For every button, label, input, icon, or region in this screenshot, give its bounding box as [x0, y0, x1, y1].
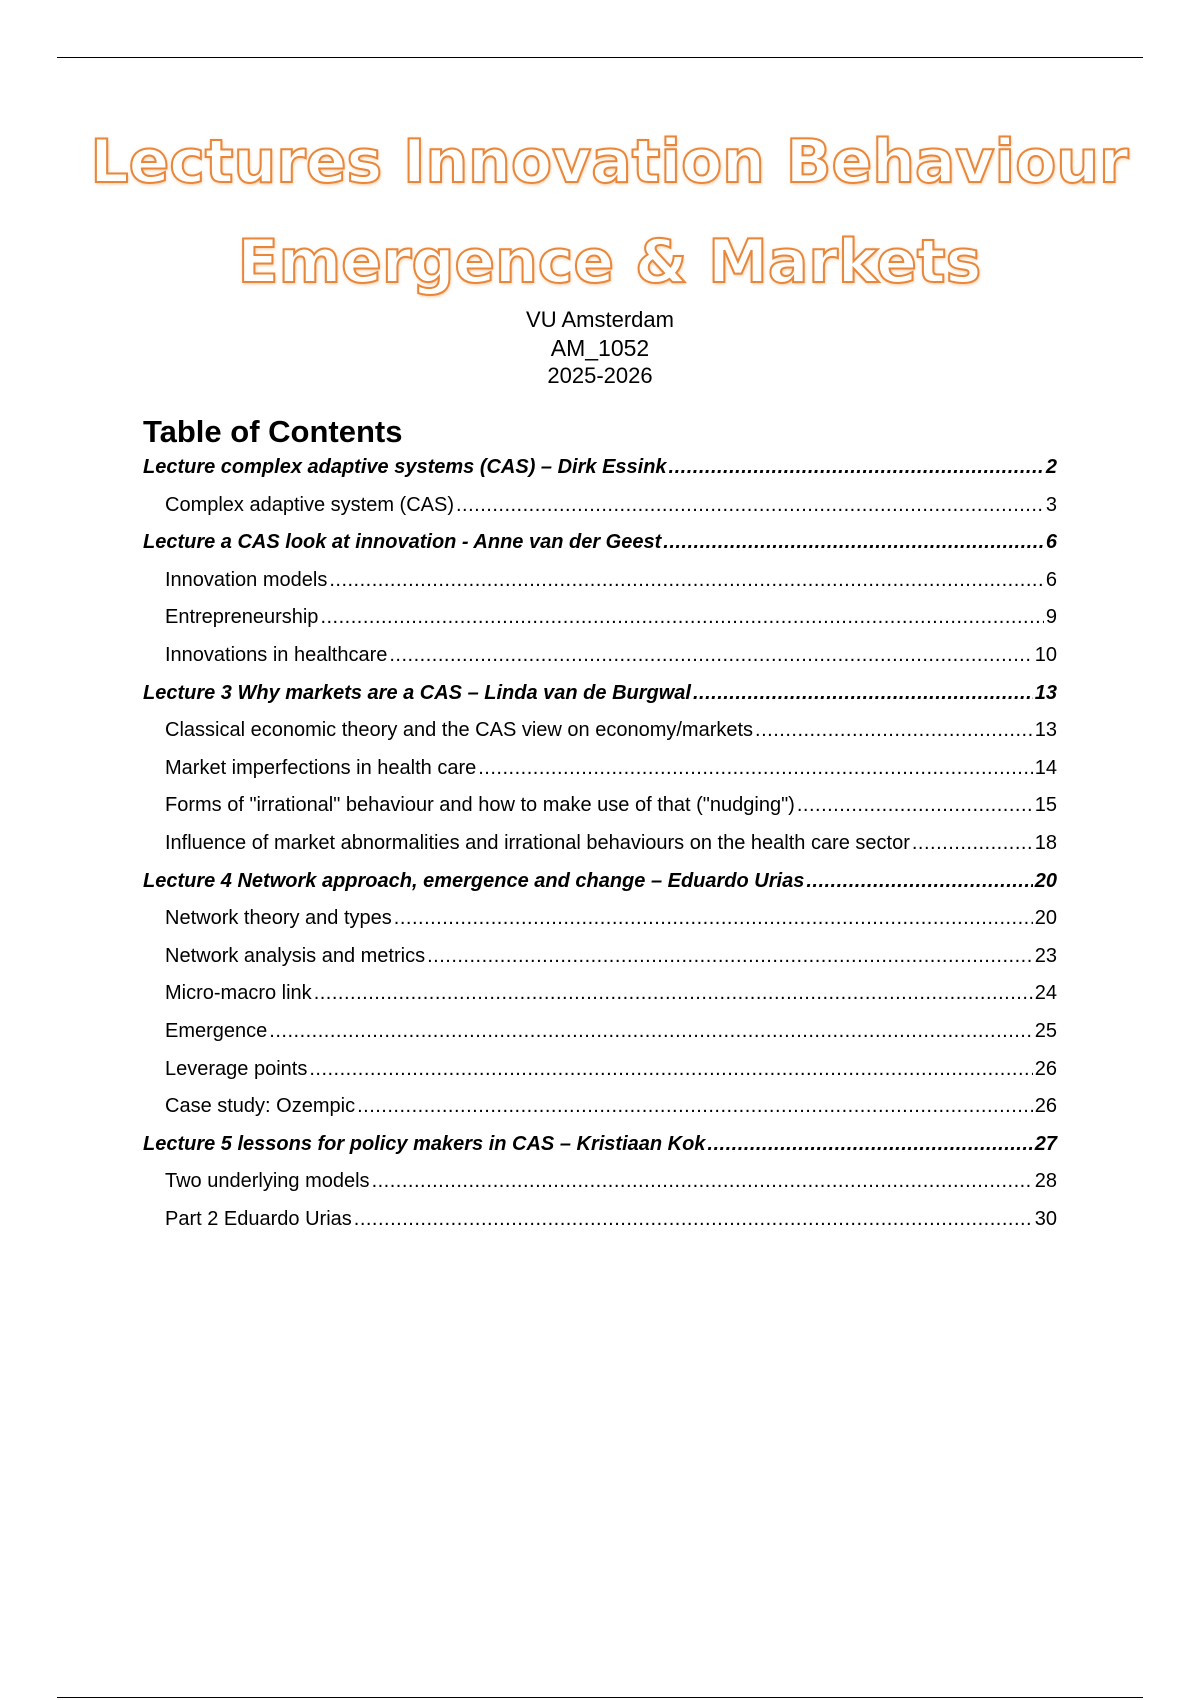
toc-entry-page-number[interactable]: 26	[1034, 1057, 1057, 1080]
toc-dot-leader	[320, 606, 1043, 629]
document-title	[0, 112, 1200, 312]
toc-entry-page-number[interactable]: 6	[1045, 568, 1057, 591]
toc-entry-label[interactable]: Lecture complex adaptive systems (CAS) – Dirk Essink	[143, 456, 667, 478]
toc-dot-leader	[755, 719, 1033, 742]
toc-entry-page-number[interactable]: 9	[1045, 606, 1057, 629]
toc-dot-leader	[314, 982, 1033, 1005]
toc-entry-label[interactable]: Forms of "irrational" behaviour and how to make use of that ("nudging")	[165, 794, 795, 817]
toc-entry-lecture[interactable]	[143, 456, 1057, 494]
toc-dot-leader	[394, 907, 1033, 930]
toc-entry-section[interactable]	[143, 569, 1057, 607]
toc-dot-leader	[357, 1095, 1033, 1118]
toc-entry-page-number[interactable]: 28	[1034, 1170, 1057, 1193]
toc-entry-label[interactable]: Part 2 Eduardo Urias	[165, 1207, 352, 1230]
title-line-1: Lectures Innovation Behaviour	[90, 127, 1129, 197]
toc-dot-leader	[269, 1020, 1032, 1043]
toc-entry-label[interactable]: Lecture 4 Network approach, emergence and change – Eduardo Urias	[143, 869, 805, 892]
toc-entry-page-number[interactable]: 24	[1034, 982, 1057, 1005]
toc-dot-leader	[912, 832, 1033, 855]
toc-entry-page-number[interactable]: 2	[1045, 456, 1057, 478]
toc-entry-page-number[interactable]: 13	[1034, 719, 1057, 742]
toc-heading: Table of Contents	[143, 414, 403, 449]
toc-entry-page-number[interactable]: 18	[1034, 831, 1057, 854]
course-code: AM_1052	[550, 335, 650, 361]
toc-entry-section[interactable]	[143, 644, 1057, 682]
footer-rule	[57, 1697, 1143, 1698]
toc-entry-section[interactable]	[143, 945, 1057, 983]
toc-entry-page-number[interactable]: 15	[1034, 794, 1057, 817]
toc-entry-section[interactable]	[143, 494, 1057, 532]
title-line-2: Emergence & Markets	[237, 227, 982, 297]
toc-entry-label[interactable]: Influence of market abnormalities and irrational behaviours on the health care sector	[165, 831, 910, 854]
toc-entry-page-number[interactable]: 26	[1034, 1095, 1057, 1118]
toc-entry-label[interactable]: Lecture 3 Why markets are a CAS – Linda van de Burgwal	[143, 681, 691, 704]
toc-entry-section[interactable]	[143, 982, 1057, 1020]
toc-dot-leader	[354, 1208, 1033, 1231]
toc-entry-section[interactable]	[143, 1058, 1057, 1096]
toc-entry-section[interactable]	[143, 794, 1057, 832]
toc-entry-label[interactable]: Two underlying models	[165, 1170, 370, 1193]
toc-entry-label[interactable]: Micro-macro link	[165, 982, 312, 1005]
toc-entry-section[interactable]	[143, 606, 1057, 644]
toc-entry-label[interactable]: Emergence	[165, 1019, 268, 1042]
header-rule	[57, 57, 1143, 58]
toc-entry-label[interactable]: Case study: Ozempic	[165, 1095, 356, 1118]
toc-entry-lecture[interactable]	[143, 531, 1057, 569]
toc-dot-leader	[309, 1058, 1032, 1081]
toc-dot-leader	[427, 945, 1033, 968]
toc-entry-label[interactable]: Lecture a CAS look at innovation - Anne van der Geest	[143, 531, 662, 554]
toc-dot-leader	[329, 569, 1044, 592]
toc-entry-section[interactable]	[143, 1020, 1057, 1058]
toc-entry-label[interactable]: Innovations in healthcare	[165, 643, 388, 666]
toc-entry-page-number[interactable]: 20	[1034, 869, 1057, 892]
toc-dot-leader	[456, 494, 1044, 517]
toc-entry-lecture[interactable]	[143, 870, 1057, 908]
toc-entry-section[interactable]	[143, 757, 1057, 795]
toc-entry-section[interactable]	[143, 907, 1057, 945]
toc-entry-page-number[interactable]: 10	[1034, 643, 1057, 666]
toc-entry-label[interactable]: Classical economic theory and the CAS view on economy/markets	[165, 719, 754, 742]
academic-year: 2025-2026	[547, 363, 653, 388]
toc-entry-lecture[interactable]	[143, 682, 1057, 720]
toc-entry-page-number[interactable]: 6	[1045, 531, 1057, 554]
toc-entry-section[interactable]	[143, 832, 1057, 870]
toc-entry-lecture[interactable]	[143, 1133, 1057, 1171]
toc-entry-label[interactable]: Network theory and types	[165, 907, 392, 930]
toc-dot-leader	[663, 531, 1044, 554]
toc-entry-label[interactable]: Innovation models	[165, 568, 328, 591]
toc-entry-label[interactable]: Entrepreneurship	[165, 606, 319, 629]
toc-dot-leader	[478, 757, 1033, 780]
toc-entry-page-number[interactable]: 20	[1034, 907, 1057, 930]
toc-entry-page-number[interactable]: 27	[1034, 1132, 1057, 1155]
toc-entry-section[interactable]	[143, 719, 1057, 757]
toc-entry-page-number[interactable]: 14	[1034, 756, 1057, 779]
toc-dot-leader	[372, 1170, 1033, 1193]
toc-dot-leader	[389, 644, 1032, 667]
toc-dot-leader	[693, 682, 1033, 705]
toc-dot-leader	[707, 1133, 1032, 1156]
toc-dot-leader	[669, 456, 1044, 479]
toc-entry-section[interactable]	[143, 1095, 1057, 1133]
toc-entry-label[interactable]: Complex adaptive system (CAS)	[165, 493, 454, 516]
toc-entry-page-number[interactable]: 3	[1045, 493, 1057, 516]
toc-dot-leader	[806, 870, 1032, 893]
toc-entry-label[interactable]: Network analysis and metrics	[165, 944, 426, 967]
toc-entry-page-number[interactable]: 30	[1034, 1207, 1057, 1230]
toc-dot-leader	[797, 794, 1033, 817]
toc-entry-section[interactable]	[143, 1208, 1057, 1246]
toc-entry-page-number[interactable]: 23	[1034, 944, 1057, 967]
toc-entry-label[interactable]: Lecture 5 lessons for policy makers in CAS – Kristiaan Kok	[143, 1132, 706, 1155]
document-meta	[0, 306, 1200, 390]
table-of-contents	[143, 412, 1057, 1245]
toc-entry-label[interactable]: Leverage points	[165, 1057, 308, 1080]
institution: VU Amsterdam	[526, 307, 674, 332]
toc-entry-section[interactable]	[143, 1170, 1057, 1208]
toc-entry-label[interactable]: Market imperfections in health care	[165, 756, 477, 779]
toc-list	[143, 456, 1057, 1245]
toc-entry-page-number[interactable]: 13	[1034, 681, 1057, 704]
toc-entry-page-number[interactable]: 25	[1034, 1019, 1057, 1042]
